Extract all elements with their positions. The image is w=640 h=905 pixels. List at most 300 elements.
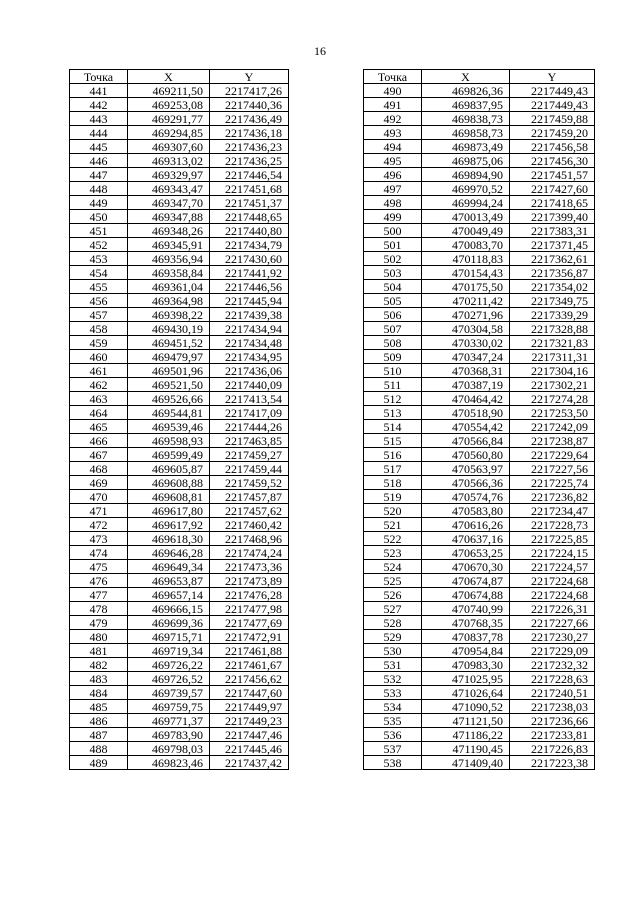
cell-x: 471190,45 <box>422 742 510 756</box>
table-row <box>70 112 289 126</box>
table-row <box>364 98 595 112</box>
cell-point: 538 <box>364 756 422 770</box>
cell-point: 466 <box>70 434 128 448</box>
cell-x: 470563,97 <box>422 462 510 476</box>
cell-point: 473 <box>70 532 128 546</box>
cell-point: 534 <box>364 700 422 714</box>
cell-x: 470560,80 <box>422 448 510 462</box>
table-row <box>364 504 595 518</box>
cell-y: 2217448,65 <box>210 210 289 224</box>
cell-x: 469356,94 <box>128 252 210 266</box>
cell-x: 469837,95 <box>422 98 510 112</box>
cell-y: 2217418,65 <box>510 196 595 210</box>
cell-point: 516 <box>364 448 422 462</box>
cell-point: 450 <box>70 210 128 224</box>
cell-x: 469526,66 <box>128 392 210 406</box>
table-row <box>364 112 595 126</box>
cell-y: 2217226,83 <box>510 742 595 756</box>
cell-x: 470013,49 <box>422 210 510 224</box>
cell-x: 470837,78 <box>422 630 510 644</box>
cell-point: 528 <box>364 616 422 630</box>
cell-x: 469253,08 <box>128 98 210 112</box>
table-row <box>364 644 595 658</box>
cell-y: 2217399,40 <box>510 210 595 224</box>
table-row <box>70 546 289 560</box>
cell-point: 515 <box>364 434 422 448</box>
table-row <box>70 280 289 294</box>
cell-point: 470 <box>70 490 128 504</box>
cell-y: 2217456,62 <box>210 672 289 686</box>
table-row <box>364 196 595 210</box>
table-row <box>364 686 595 700</box>
table-row <box>364 308 595 322</box>
cell-x: 469649,34 <box>128 560 210 574</box>
table-row <box>364 756 595 770</box>
table-row <box>364 658 595 672</box>
table-row <box>364 420 595 434</box>
cell-y: 2217451,57 <box>510 168 595 182</box>
table-row <box>70 434 289 448</box>
table-row <box>70 588 289 602</box>
cell-point: 500 <box>364 224 422 238</box>
table-row <box>364 574 595 588</box>
cell-y: 2217362,61 <box>510 252 595 266</box>
cell-x: 470616,26 <box>422 518 510 532</box>
cell-x: 469347,88 <box>128 210 210 224</box>
cell-y: 2217436,18 <box>210 126 289 140</box>
table-row <box>70 350 289 364</box>
table-row <box>364 126 595 140</box>
cell-y: 2217236,82 <box>510 490 595 504</box>
cell-y: 2217444,26 <box>210 420 289 434</box>
table-header <box>364 70 595 84</box>
cell-y: 2217473,89 <box>210 574 289 588</box>
cell-y: 2217459,27 <box>210 448 289 462</box>
cell-y: 2217446,54 <box>210 168 289 182</box>
cell-point: 488 <box>70 742 128 756</box>
table-row <box>364 700 595 714</box>
cell-x: 469430,19 <box>128 322 210 336</box>
cell-point: 489 <box>70 756 128 770</box>
cell-x: 471025,95 <box>422 672 510 686</box>
cell-point: 505 <box>364 294 422 308</box>
table-row <box>364 154 595 168</box>
cell-point: 464 <box>70 406 128 420</box>
cell-point: 512 <box>364 392 422 406</box>
table-row <box>364 266 595 280</box>
cell-x: 470304,58 <box>422 322 510 336</box>
cell-x: 471026,64 <box>422 686 510 700</box>
table-row <box>70 266 289 280</box>
cell-y: 2217434,94 <box>210 322 289 336</box>
cell-point: 529 <box>364 630 422 644</box>
table-body <box>70 84 289 770</box>
table-row <box>70 126 289 140</box>
cell-point: 519 <box>364 490 422 504</box>
table-row <box>70 504 289 518</box>
cell-x: 469823,46 <box>128 756 210 770</box>
cell-y: 2217468,96 <box>210 532 289 546</box>
cell-x: 470583,80 <box>422 504 510 518</box>
table-row <box>70 658 289 672</box>
cell-point: 497 <box>364 182 422 196</box>
cell-y: 2217476,28 <box>210 588 289 602</box>
cell-y: 2217234,47 <box>510 504 595 518</box>
table-row <box>70 476 289 490</box>
cell-y: 2217445,94 <box>210 294 289 308</box>
header-point: Точка <box>364 70 422 84</box>
cell-x: 469361,04 <box>128 280 210 294</box>
cell-point: 504 <box>364 280 422 294</box>
cell-x: 469894,90 <box>422 168 510 182</box>
table-header <box>70 70 289 84</box>
table-row <box>364 490 595 504</box>
cell-x: 470211,42 <box>422 294 510 308</box>
cell-point: 441 <box>70 84 128 98</box>
table-row <box>364 476 595 490</box>
cell-point: 477 <box>70 588 128 602</box>
table-row <box>364 588 595 602</box>
cell-y: 2217311,31 <box>510 350 595 364</box>
cell-y: 2217233,81 <box>510 728 595 742</box>
cell-point: 498 <box>364 196 422 210</box>
table-row <box>364 294 595 308</box>
table-row <box>364 350 595 364</box>
table-row <box>364 742 595 756</box>
table-row <box>364 336 595 350</box>
cell-x: 469291,77 <box>128 112 210 126</box>
cell-point: 514 <box>364 420 422 434</box>
cell-x: 469798,03 <box>128 742 210 756</box>
cell-point: 492 <box>364 112 422 126</box>
cell-y: 2217328,88 <box>510 322 595 336</box>
table-row <box>70 616 289 630</box>
cell-point: 482 <box>70 658 128 672</box>
cell-x: 469343,47 <box>128 182 210 196</box>
cell-x: 471186,22 <box>422 728 510 742</box>
table-row <box>70 364 289 378</box>
table-row <box>364 546 595 560</box>
page-number: 16 <box>314 44 326 58</box>
table-row <box>364 672 595 686</box>
table-row <box>364 392 595 406</box>
cell-x: 470083,70 <box>422 238 510 252</box>
cell-point: 532 <box>364 672 422 686</box>
cell-x: 469358,84 <box>128 266 210 280</box>
cell-y: 2217459,44 <box>210 462 289 476</box>
table-row <box>364 434 595 448</box>
table-row <box>70 728 289 742</box>
cell-y: 2217447,60 <box>210 686 289 700</box>
cell-point: 463 <box>70 392 128 406</box>
cell-y: 2217224,57 <box>510 560 595 574</box>
cell-point: 537 <box>364 742 422 756</box>
cell-x: 469858,73 <box>422 126 510 140</box>
cell-point: 481 <box>70 644 128 658</box>
cell-x: 469653,87 <box>128 574 210 588</box>
table-row <box>70 406 289 420</box>
cell-point: 524 <box>364 560 422 574</box>
table-row <box>70 322 289 336</box>
cell-x: 470518,90 <box>422 406 510 420</box>
cell-y: 2217427,60 <box>510 182 595 196</box>
table-row <box>364 84 595 98</box>
cell-y: 2217459,88 <box>510 112 595 126</box>
cell-y: 2217460,42 <box>210 518 289 532</box>
cell-y: 2217449,43 <box>510 98 595 112</box>
cell-point: 469 <box>70 476 128 490</box>
table-row <box>70 378 289 392</box>
table-row <box>70 714 289 728</box>
cell-y: 2217302,21 <box>510 378 595 392</box>
cell-y: 2217440,09 <box>210 378 289 392</box>
cell-y: 2217304,16 <box>510 364 595 378</box>
cell-x: 469398,22 <box>128 308 210 322</box>
cell-y: 2217449,97 <box>210 700 289 714</box>
table-row <box>70 84 289 98</box>
cell-x: 469994,24 <box>422 196 510 210</box>
cell-x: 469608,81 <box>128 490 210 504</box>
cell-y: 2217461,67 <box>210 658 289 672</box>
table-row <box>70 420 289 434</box>
cell-y: 2217439,38 <box>210 308 289 322</box>
cell-point: 458 <box>70 322 128 336</box>
cell-point: 493 <box>364 126 422 140</box>
cell-point: 475 <box>70 560 128 574</box>
cell-x: 469347,70 <box>128 196 210 210</box>
cell-point: 521 <box>364 518 422 532</box>
table-row <box>364 462 595 476</box>
cell-x: 469345,91 <box>128 238 210 252</box>
cell-point: 478 <box>70 602 128 616</box>
cell-x: 470118,83 <box>422 252 510 266</box>
cell-y: 2217238,87 <box>510 434 595 448</box>
table-row <box>364 280 595 294</box>
cell-point: 485 <box>70 700 128 714</box>
cell-x: 469307,60 <box>128 140 210 154</box>
cell-y: 2217451,37 <box>210 196 289 210</box>
cell-x: 469599,49 <box>128 448 210 462</box>
cell-y: 2217238,03 <box>510 700 595 714</box>
cell-x: 470574,76 <box>422 490 510 504</box>
table-row <box>70 168 289 182</box>
cell-point: 483 <box>70 672 128 686</box>
cell-x: 469759,75 <box>128 700 210 714</box>
cell-y: 2217456,30 <box>510 154 595 168</box>
cell-point: 503 <box>364 266 422 280</box>
table-row <box>364 252 595 266</box>
cell-x: 471121,50 <box>422 714 510 728</box>
cell-point: 522 <box>364 532 422 546</box>
cell-y: 2217242,09 <box>510 420 595 434</box>
cell-point: 518 <box>364 476 422 490</box>
cell-x: 470347,24 <box>422 350 510 364</box>
table-row <box>70 294 289 308</box>
cell-y: 2217356,87 <box>510 266 595 280</box>
table-row <box>364 182 595 196</box>
cell-y: 2217436,06 <box>210 364 289 378</box>
cell-y: 2217349,75 <box>510 294 595 308</box>
coordinates-table-right <box>363 69 595 770</box>
cell-x: 469501,96 <box>128 364 210 378</box>
cell-x: 469539,46 <box>128 420 210 434</box>
cell-y: 2217472,91 <box>210 630 289 644</box>
cell-point: 494 <box>364 140 422 154</box>
cell-point: 523 <box>364 546 422 560</box>
cell-y: 2217474,24 <box>210 546 289 560</box>
cell-x: 469826,36 <box>422 84 510 98</box>
cell-x: 469605,87 <box>128 462 210 476</box>
table-row <box>70 532 289 546</box>
cell-x: 469544,81 <box>128 406 210 420</box>
cell-point: 476 <box>70 574 128 588</box>
table-row <box>70 644 289 658</box>
cell-point: 468 <box>70 462 128 476</box>
cell-y: 2217371,45 <box>510 238 595 252</box>
cell-point: 496 <box>364 168 422 182</box>
cell-x: 470954,84 <box>422 644 510 658</box>
cell-y: 2217473,36 <box>210 560 289 574</box>
cell-x: 469617,80 <box>128 504 210 518</box>
cell-y: 2217224,68 <box>510 574 595 588</box>
table-row <box>70 140 289 154</box>
cell-point: 452 <box>70 238 128 252</box>
cell-point: 491 <box>364 98 422 112</box>
table-row <box>70 336 289 350</box>
cell-point: 444 <box>70 126 128 140</box>
cell-point: 526 <box>364 588 422 602</box>
cell-y: 2217339,29 <box>510 308 595 322</box>
cell-y: 2217417,26 <box>210 84 289 98</box>
cell-y: 2217232,32 <box>510 658 595 672</box>
cell-y: 2217459,52 <box>210 476 289 490</box>
cell-point: 453 <box>70 252 128 266</box>
cell-x: 469838,73 <box>422 112 510 126</box>
cell-y: 2217236,66 <box>510 714 595 728</box>
cell-x: 469608,88 <box>128 476 210 490</box>
cell-y: 2217477,69 <box>210 616 289 630</box>
cell-x: 470768,35 <box>422 616 510 630</box>
cell-point: 457 <box>70 308 128 322</box>
cell-x: 470330,02 <box>422 336 510 350</box>
table-body <box>364 84 595 770</box>
cell-point: 527 <box>364 602 422 616</box>
cell-y: 2217463,85 <box>210 434 289 448</box>
cell-x: 469739,57 <box>128 686 210 700</box>
cell-x: 469875,06 <box>422 154 510 168</box>
cell-point: 442 <box>70 98 128 112</box>
table-row <box>70 98 289 112</box>
table-row <box>364 602 595 616</box>
cell-point: 490 <box>364 84 422 98</box>
cell-y: 2217354,02 <box>510 280 595 294</box>
table-row <box>364 448 595 462</box>
cell-y: 2217437,42 <box>210 756 289 770</box>
cell-x: 470154,43 <box>422 266 510 280</box>
cell-point: 531 <box>364 658 422 672</box>
cell-point: 462 <box>70 378 128 392</box>
cell-y: 2217446,56 <box>210 280 289 294</box>
cell-x: 470554,42 <box>422 420 510 434</box>
cell-point: 480 <box>70 630 128 644</box>
table-row <box>70 182 289 196</box>
table-row <box>364 714 595 728</box>
cell-point: 467 <box>70 448 128 462</box>
table-row <box>364 518 595 532</box>
cell-y: 2217227,56 <box>510 462 595 476</box>
cell-y: 2217230,27 <box>510 630 595 644</box>
cell-point: 484 <box>70 686 128 700</box>
cell-point: 508 <box>364 336 422 350</box>
cell-x: 469598,93 <box>128 434 210 448</box>
cell-x: 470674,87 <box>422 574 510 588</box>
cell-point: 451 <box>70 224 128 238</box>
cell-y: 2217253,50 <box>510 406 595 420</box>
table-row <box>70 490 289 504</box>
cell-x: 469666,15 <box>128 602 210 616</box>
cell-x: 469479,97 <box>128 350 210 364</box>
cell-y: 2217224,68 <box>510 588 595 602</box>
table-row <box>364 616 595 630</box>
table-row <box>364 560 595 574</box>
table-row <box>70 602 289 616</box>
table-row <box>364 238 595 252</box>
cell-point: 509 <box>364 350 422 364</box>
cell-y: 2217228,73 <box>510 518 595 532</box>
cell-point: 486 <box>70 714 128 728</box>
cell-point: 448 <box>70 182 128 196</box>
cell-y: 2217436,49 <box>210 112 289 126</box>
cell-point: 461 <box>70 364 128 378</box>
cell-y: 2217226,31 <box>510 602 595 616</box>
table-row <box>364 406 595 420</box>
table-row <box>70 308 289 322</box>
cell-x: 469313,02 <box>128 154 210 168</box>
cell-x: 469646,28 <box>128 546 210 560</box>
cell-y: 2217321,83 <box>510 336 595 350</box>
cell-point: 465 <box>70 420 128 434</box>
cell-y: 2217229,64 <box>510 448 595 462</box>
cell-x: 470653,25 <box>422 546 510 560</box>
table-row <box>364 224 595 238</box>
cell-y: 2217228,63 <box>510 672 595 686</box>
cell-x: 471090,52 <box>422 700 510 714</box>
cell-x: 469521,50 <box>128 378 210 392</box>
table-row <box>70 574 289 588</box>
table-row <box>70 742 289 756</box>
cell-point: 533 <box>364 686 422 700</box>
table-row <box>364 630 595 644</box>
table-row <box>70 560 289 574</box>
cell-y: 2217225,85 <box>510 532 595 546</box>
cell-x: 469364,98 <box>128 294 210 308</box>
cell-x: 470175,50 <box>422 280 510 294</box>
cell-y: 2217434,79 <box>210 238 289 252</box>
cell-y: 2217417,09 <box>210 406 289 420</box>
cell-point: 446 <box>70 154 128 168</box>
header-y: Y <box>210 70 289 84</box>
cell-x: 469294,85 <box>128 126 210 140</box>
cell-point: 502 <box>364 252 422 266</box>
cell-point: 471 <box>70 504 128 518</box>
cell-y: 2217274,28 <box>510 392 595 406</box>
cell-point: 520 <box>364 504 422 518</box>
cell-point: 474 <box>70 546 128 560</box>
table-row <box>70 238 289 252</box>
cell-y: 2217436,23 <box>210 140 289 154</box>
cell-point: 487 <box>70 728 128 742</box>
cell-y: 2217449,23 <box>210 714 289 728</box>
